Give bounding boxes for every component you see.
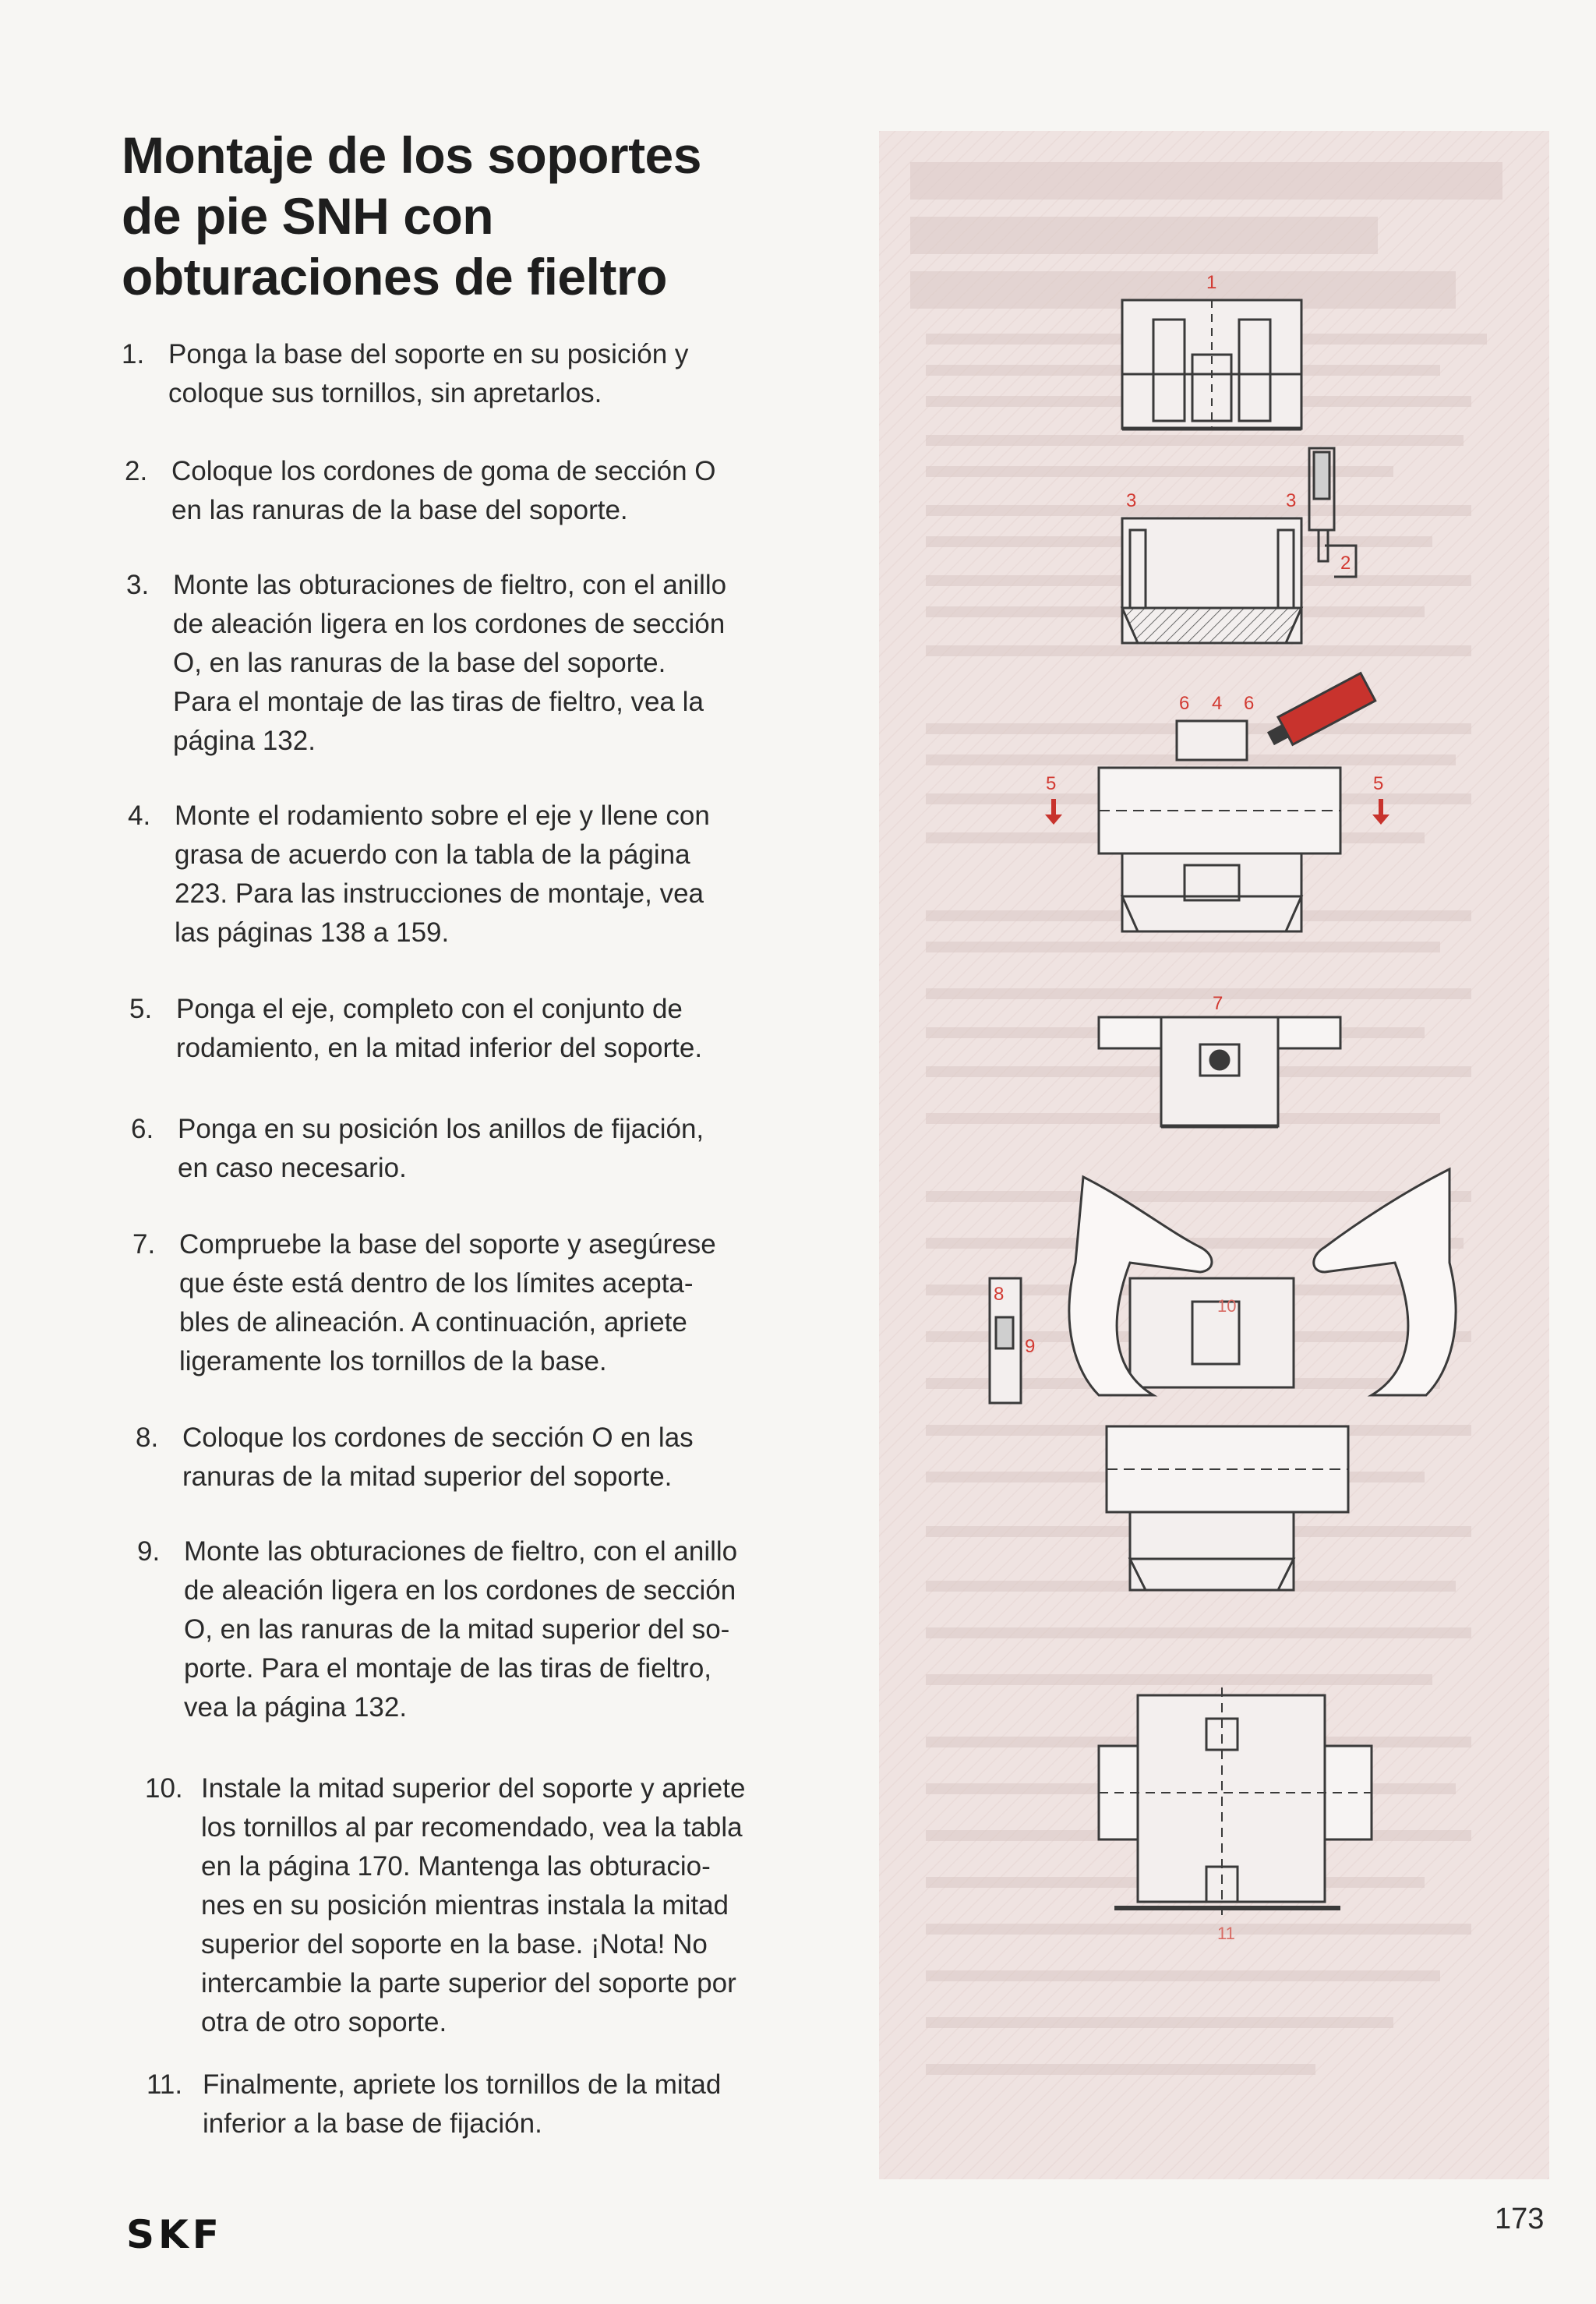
figure-shaft-bearing: [1099, 673, 1375, 931]
step-text: Instale la mitad superior del soporte y apriete los tornillos al par recomendado, vea la tabla en la página 170. Mantenga las obturacio- nes en su posición mientras instala la mitad superior del soporte en la base. ¡Nota! No intercambie la parte superior del soporte por otra de otro soporte.: [201, 1773, 746, 2037]
callout-2: 2: [1340, 553, 1351, 574]
step-number: 3.: [126, 570, 150, 600]
skf-logo: SKF: [126, 2212, 223, 2257]
title-line-1: Montaje de los soportes: [122, 126, 701, 184]
callout-4: 4: [1212, 693, 1223, 714]
step-number: 11.: [147, 2069, 183, 2100]
step-number: 2.: [125, 456, 148, 486]
figure-final-tightening: [1099, 1687, 1372, 1917]
step-text: Ponga la base del soporte en su posición y coloque sus tornillos, sin apretarlos.: [168, 339, 689, 408]
down-arrow-icon: [1045, 799, 1062, 825]
figure-fit-top-half: [990, 1169, 1456, 1590]
step-number: 7.: [132, 1229, 156, 1260]
step-text: Monte las obturaciones de fieltro, con el anillo de aleación ligera en los cordones de sección O, en las ranuras de la mitad superior del so- porte. Para el montaje de las tiras de fieltro, vea la página 132.: [184, 1536, 738, 1723]
step-number: 5.: [129, 994, 153, 1024]
figure-oring-seals: [1122, 448, 1356, 643]
callout-8: 8: [994, 1284, 1005, 1305]
figure-housing-base: [1122, 300, 1301, 429]
step-number: 10.: [145, 1773, 183, 1804]
callout-11: 11: [1217, 1924, 1235, 1943]
callout-1: 1: [1206, 272, 1217, 293]
step-text: Finalmente, apriete los tornillos de la mitad inferior a la base de fijación.: [203, 2069, 722, 2139]
down-arrow-icon: [1372, 799, 1389, 825]
callout-5-right: 5: [1373, 773, 1384, 794]
callout-6-left: 6: [1179, 693, 1190, 714]
step-number: 1.: [122, 339, 145, 369]
callout-5-left: 5: [1046, 773, 1057, 794]
step-text: Coloque los cordones de goma de sección O en las ranuras de la base del soporte.: [171, 456, 716, 525]
callout-9: 9: [1025, 1336, 1036, 1357]
step-number: 6.: [131, 1114, 154, 1144]
step-number: 4.: [128, 800, 151, 831]
title-line-2: de pie SNH con: [122, 187, 494, 245]
step-text: Ponga en su posición los anillos de fijación, en caso necesario.: [178, 1114, 704, 1183]
callout-10: 10: [1217, 1296, 1237, 1316]
step-text: Monte las obturaciones de fieltro, con el anillo de aleación ligera en los cordones de sección O, en las ranuras de la base del soporte. Para el montaje de las tiras de fieltro, vea la página 132.: [173, 570, 727, 756]
page-number: 173: [1495, 2203, 1545, 2235]
callout-6-right: 6: [1244, 693, 1255, 714]
callout-3-left: 3: [1126, 490, 1137, 511]
title-line-3: obturaciones de fieltro: [122, 248, 667, 306]
step-number: 9.: [137, 1536, 161, 1567]
callout-3-right: 3: [1286, 490, 1297, 511]
step-number: 8.: [136, 1422, 159, 1453]
figure-alignment-check: [1099, 1017, 1340, 1126]
step-text: Coloque los cordones de sección O en las ranuras de la mitad superior del soporte.: [182, 1422, 694, 1492]
step-text: Compruebe la base del soporte y asegúrese que éste está dentro de los límites acepta- bles de alineación. A continuación, apriete ligeramente los tornillos de la base.: [179, 1229, 716, 1376]
step-text: Monte el rodamiento sobre el eje y llene con grasa de acuerdo con la tabla de la página 223. Para las instrucciones de montaje, vea las páginas 138 a 159.: [175, 800, 710, 948]
step-text: Ponga el eje, completo con el conjunto de rodamiento, en la mitad inferior del soporte.: [176, 994, 703, 1063]
callout-7: 7: [1213, 993, 1223, 1014]
